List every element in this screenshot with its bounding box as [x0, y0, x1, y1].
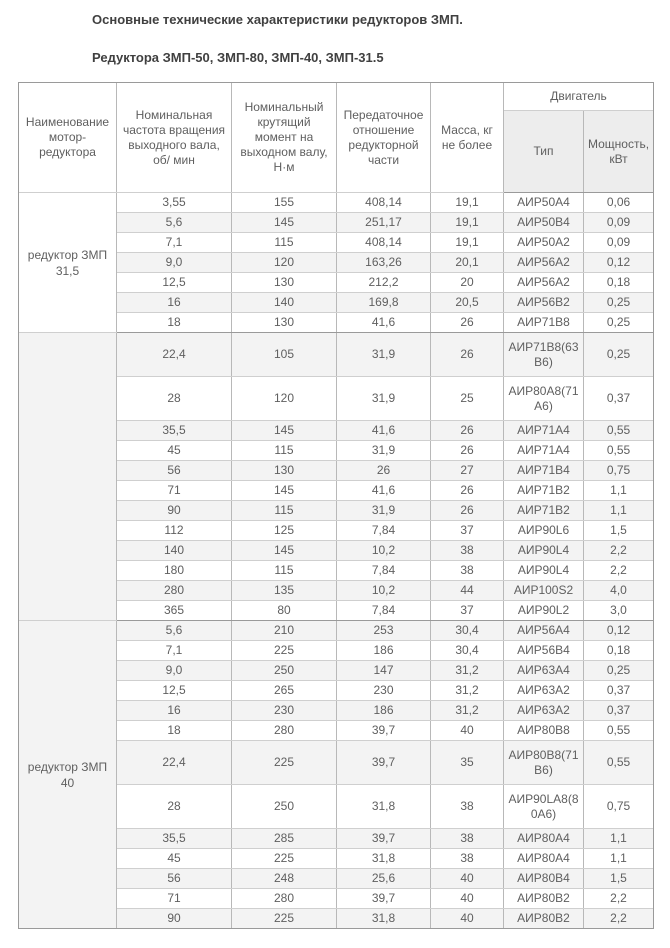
table-cell: 280	[232, 721, 337, 741]
table-cell: АИР56А2	[504, 253, 584, 273]
table-cell: 80	[232, 601, 337, 621]
table-cell: 7,84	[337, 561, 431, 581]
header-motor-power: Мощность, кВт	[584, 111, 654, 193]
table-cell: 38	[431, 829, 504, 849]
table-cell: 251,17	[337, 213, 431, 233]
table-cell: 0,37	[584, 681, 654, 701]
table-cell: 0,55	[584, 741, 654, 785]
table-cell: 163,26	[337, 253, 431, 273]
table-cell: 140	[232, 293, 337, 313]
table-cell: 7,84	[337, 521, 431, 541]
table-cell: 19,1	[431, 233, 504, 253]
table-cell: 20	[431, 273, 504, 293]
table-cell: 9,0	[117, 661, 232, 681]
table-cell: 1,1	[584, 481, 654, 501]
table-cell: 250	[232, 661, 337, 681]
header-motor-group: Двигатель	[504, 83, 654, 111]
table-cell: 212,2	[337, 273, 431, 293]
table-cell: АИР56А4	[504, 621, 584, 641]
table-cell: 186	[337, 701, 431, 721]
table-cell: 130	[232, 313, 337, 333]
table-cell: 31,8	[337, 849, 431, 869]
table-cell: 10,2	[337, 581, 431, 601]
table-cell: 40	[431, 909, 504, 929]
table-cell: 16	[117, 701, 232, 721]
table-cell: 7,84	[337, 601, 431, 621]
header-speed: Номинальная частота вращения выходного вала, об/ мин	[117, 83, 232, 193]
table-cell: 18	[117, 313, 232, 333]
table-cell: АИР71В4	[504, 461, 584, 481]
table-cell: 186	[337, 641, 431, 661]
table-cell: 140	[117, 541, 232, 561]
table-cell: 248	[232, 869, 337, 889]
table-cell: АИР90L4	[504, 561, 584, 581]
table-cell: АИР71В2	[504, 481, 584, 501]
table-cell: 285	[232, 829, 337, 849]
table-cell: АИР80В8(71В6)	[504, 741, 584, 785]
table-cell: 71	[117, 889, 232, 909]
table-cell: 20,1	[431, 253, 504, 273]
table-cell: АИР63А2	[504, 681, 584, 701]
table-cell: 39,7	[337, 829, 431, 849]
table-cell: 38	[431, 849, 504, 869]
specs-table	[18, 82, 654, 929]
table-cell: 0,25	[584, 333, 654, 377]
table-cell: АИР71В8	[504, 313, 584, 333]
table-cell: 4,0	[584, 581, 654, 601]
table-cell: 225	[232, 741, 337, 785]
table-cell: 1,1	[584, 849, 654, 869]
header-row-top	[19, 83, 654, 111]
table-cell: 35,5	[117, 421, 232, 441]
table-cell: АИР56В2	[504, 293, 584, 313]
table-cell: 19,1	[431, 193, 504, 213]
table-cell: 230	[337, 681, 431, 701]
table-cell: 38	[431, 541, 504, 561]
table-cell: 1,5	[584, 521, 654, 541]
table-cell: 31,9	[337, 501, 431, 521]
table-cell: 0,25	[584, 661, 654, 681]
table-cell: 45	[117, 441, 232, 461]
table-cell: 38	[431, 785, 504, 829]
table-cell: 253	[337, 621, 431, 641]
table-cell: 28	[117, 785, 232, 829]
table-cell: 26	[431, 313, 504, 333]
table-cell: 230	[232, 701, 337, 721]
table-cell: 280	[232, 889, 337, 909]
table-cell: АИР50А2	[504, 233, 584, 253]
table-cell: АИР71В8(63В6)	[504, 333, 584, 377]
table-cell: 41,6	[337, 313, 431, 333]
table-cell: 90	[117, 909, 232, 929]
table-cell: 31,2	[431, 661, 504, 681]
table-cell: 408,14	[337, 233, 431, 253]
table-cell: АИР90L6	[504, 521, 584, 541]
table-cell: АИР80В2	[504, 889, 584, 909]
table-cell: 30,4	[431, 641, 504, 661]
header-name: Наименование мотор-редуктора	[19, 83, 117, 193]
row-group-label: редуктор ЗМП 40	[19, 621, 117, 929]
table-cell: 408,14	[337, 193, 431, 213]
table-cell: 31,9	[337, 333, 431, 377]
table-cell: 0,06	[584, 193, 654, 213]
table-cell: 180	[117, 561, 232, 581]
table-cell: 31,8	[337, 785, 431, 829]
table-cell: 0,55	[584, 421, 654, 441]
table-cell: 130	[232, 461, 337, 481]
table-cell: 56	[117, 869, 232, 889]
table-cell: 28	[117, 377, 232, 421]
table-cell: 2,2	[584, 889, 654, 909]
table-row	[19, 193, 654, 213]
table-cell: 2,2	[584, 909, 654, 929]
table-cell: 112	[117, 521, 232, 541]
table-cell: 145	[232, 481, 337, 501]
table-cell: 7,1	[117, 233, 232, 253]
table-cell: АИР63А4	[504, 661, 584, 681]
table-cell: 7,1	[117, 641, 232, 661]
table-cell: 280	[117, 581, 232, 601]
table-cell: 0,55	[584, 721, 654, 741]
table-cell: 35	[431, 741, 504, 785]
table-cell: 9,0	[117, 253, 232, 273]
table-cell: 26	[431, 421, 504, 441]
specs-table-header	[19, 83, 654, 193]
table-cell: 26	[431, 441, 504, 461]
table-cell: 115	[232, 501, 337, 521]
table-cell: 135	[232, 581, 337, 601]
table-cell: 120	[232, 377, 337, 421]
table-cell: 105	[232, 333, 337, 377]
table-cell: 44	[431, 581, 504, 601]
table-cell: АИР50В4	[504, 213, 584, 233]
table-cell: 1,1	[584, 501, 654, 521]
table-cell: 26	[337, 461, 431, 481]
table-cell: 2,2	[584, 541, 654, 561]
table-cell: 5,6	[117, 621, 232, 641]
table-cell: 56	[117, 461, 232, 481]
table-cell: 39,7	[337, 741, 431, 785]
table-cell: 5,6	[117, 213, 232, 233]
table-cell: 145	[232, 213, 337, 233]
table-cell: 31,2	[431, 681, 504, 701]
table-cell: 3,0	[584, 601, 654, 621]
table-cell: 0,18	[584, 273, 654, 293]
table-cell: 90	[117, 501, 232, 521]
table-cell: 16	[117, 293, 232, 313]
table-cell: 10,2	[337, 541, 431, 561]
table-cell: 120	[232, 253, 337, 273]
table-cell: 41,6	[337, 421, 431, 441]
table-cell: АИР100S2	[504, 581, 584, 601]
table-cell: 169,8	[337, 293, 431, 313]
table-cell: 0,09	[584, 233, 654, 253]
table-cell: 250	[232, 785, 337, 829]
table-cell: АИР80А8(71А6)	[504, 377, 584, 421]
table-cell: 20,5	[431, 293, 504, 313]
table-cell: 0,25	[584, 293, 654, 313]
table-cell: АИР50А4	[504, 193, 584, 213]
table-cell: 155	[232, 193, 337, 213]
table-cell: 26	[431, 333, 504, 377]
table-cell: 115	[232, 441, 337, 461]
table-cell: 45	[117, 849, 232, 869]
table-cell: 30,4	[431, 621, 504, 641]
table-cell: 0,75	[584, 785, 654, 829]
table-cell: 147	[337, 661, 431, 681]
table-cell: 25	[431, 377, 504, 421]
table-cell: 365	[117, 601, 232, 621]
table-cell: 0,75	[584, 461, 654, 481]
table-cell: 31,9	[337, 441, 431, 461]
table-cell: 0,37	[584, 377, 654, 421]
table-cell: 25,6	[337, 869, 431, 889]
table-cell: 0,09	[584, 213, 654, 233]
table-cell: 39,7	[337, 889, 431, 909]
table-cell: 38	[431, 561, 504, 581]
specs-table-body	[19, 193, 654, 929]
header-torque: Номинальный крутящий момент на выходном валу, Н·м	[232, 83, 337, 193]
page-subtitle: Редуктора ЗМП-50, ЗМП-80, ЗМП-40, ЗМП-31.5	[92, 50, 384, 65]
table-cell: 22,4	[117, 333, 232, 377]
table-cell: АИР63А2	[504, 701, 584, 721]
table-cell: 145	[232, 421, 337, 441]
table-cell: 40	[431, 869, 504, 889]
table-cell: 0,12	[584, 621, 654, 641]
table-cell: 12,5	[117, 273, 232, 293]
table-cell: АИР90LA8(80А6)	[504, 785, 584, 829]
table-cell: 0,55	[584, 441, 654, 461]
table-cell: 1,1	[584, 829, 654, 849]
table-cell: 0,12	[584, 253, 654, 273]
table-cell: АИР71В2	[504, 501, 584, 521]
table-cell: АИР90L4	[504, 541, 584, 561]
table-row	[19, 333, 654, 377]
header-mass: Масса, кг не более	[431, 83, 504, 193]
table-cell: 115	[232, 561, 337, 581]
table-cell: 130	[232, 273, 337, 293]
table-cell: 12,5	[117, 681, 232, 701]
table-row	[19, 621, 654, 641]
table-cell: 22,4	[117, 741, 232, 785]
table-cell: 0,37	[584, 701, 654, 721]
table-cell: 1,5	[584, 869, 654, 889]
table-cell: 145	[232, 541, 337, 561]
table-cell: 3,55	[117, 193, 232, 213]
table-cell: 41,6	[337, 481, 431, 501]
table-cell: АИР90L2	[504, 601, 584, 621]
table-cell: АИР80В8	[504, 721, 584, 741]
table-cell: АИР71А4	[504, 441, 584, 461]
table-cell: 225	[232, 849, 337, 869]
table-cell: 37	[431, 521, 504, 541]
table-cell: АИР80В2	[504, 909, 584, 929]
row-group-label: редуктор ЗМП 31,5	[19, 193, 117, 333]
table-cell: 225	[232, 909, 337, 929]
table-cell: 26	[431, 481, 504, 501]
table-cell: 35,5	[117, 829, 232, 849]
table-cell: 31,8	[337, 909, 431, 929]
table-cell: АИР56А2	[504, 273, 584, 293]
table-cell: 125	[232, 521, 337, 541]
header-ratio: Передаточное отношение редукторной части	[337, 83, 431, 193]
table-cell: АИР71А4	[504, 421, 584, 441]
table-cell: АИР80В4	[504, 869, 584, 889]
table-cell: 2,2	[584, 561, 654, 581]
table-cell: 71	[117, 481, 232, 501]
table-cell: 225	[232, 641, 337, 661]
table-cell: 115	[232, 233, 337, 253]
table-cell: 37	[431, 601, 504, 621]
row-group-label	[19, 333, 117, 621]
table-cell: АИР80А4	[504, 849, 584, 869]
table-cell: 31,9	[337, 377, 431, 421]
table-cell: 19,1	[431, 213, 504, 233]
table-cell: 31,2	[431, 701, 504, 721]
table-cell: 26	[431, 501, 504, 521]
table-cell: 40	[431, 889, 504, 909]
header-motor-type: Тип	[504, 111, 584, 193]
page-title: Основные технические характеристики редукторов ЗМП.	[92, 12, 463, 27]
table-cell: 210	[232, 621, 337, 641]
table-cell: АИР56В4	[504, 641, 584, 661]
table-cell: 39,7	[337, 721, 431, 741]
table-cell: 265	[232, 681, 337, 701]
table-cell: 27	[431, 461, 504, 481]
table-cell: 0,18	[584, 641, 654, 661]
table-cell: 18	[117, 721, 232, 741]
table-cell: 0,25	[584, 313, 654, 333]
table-cell: АИР80А4	[504, 829, 584, 849]
table-cell: 40	[431, 721, 504, 741]
